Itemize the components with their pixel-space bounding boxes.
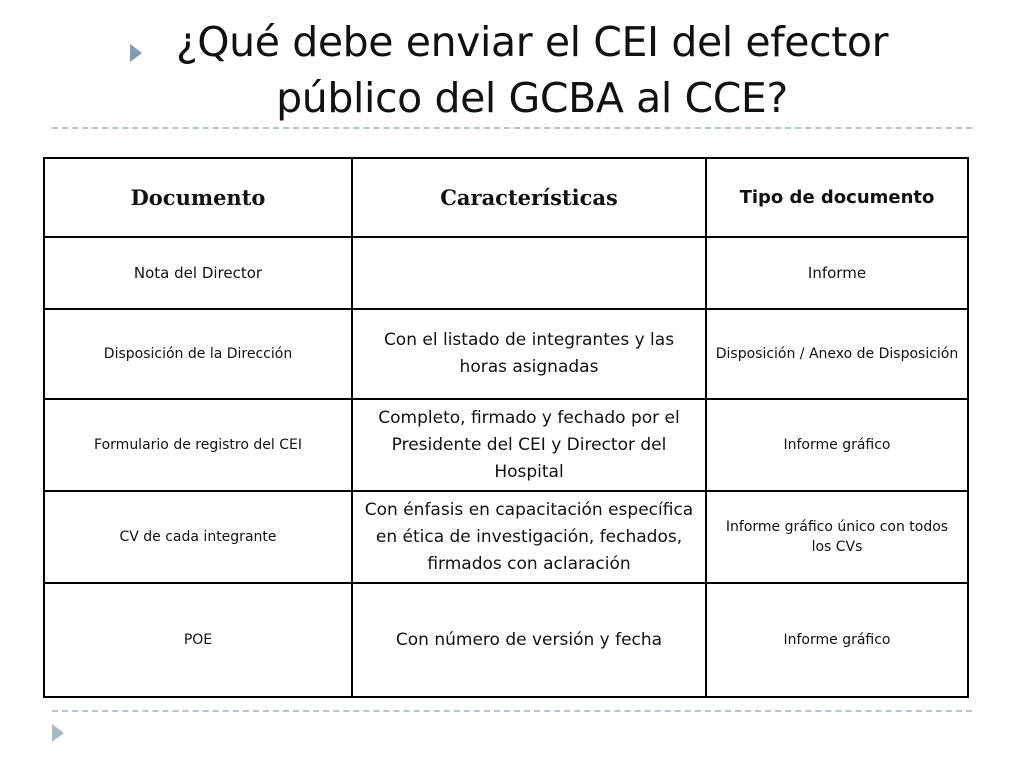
cell-tipo: Informe: [706, 237, 968, 309]
header-caracteristicas: Características: [352, 158, 706, 237]
bottom-dashed-divider: [52, 710, 972, 712]
top-dashed-divider: [52, 127, 972, 129]
cell-caracteristicas: Completo, firmado y fechado por el Presidente del CEI y Director del Hospital: [352, 399, 706, 491]
table-row: [44, 309, 968, 399]
cell-documento: CV de cada integrante: [44, 491, 352, 583]
cell-caracteristicas: Con número de versión y fecha: [352, 583, 706, 697]
cell-caracteristicas: [352, 237, 706, 309]
cell-documento: Nota del Director: [44, 237, 352, 309]
cell-documento: Formulario de registro del CEI: [44, 399, 352, 491]
table-row: [44, 583, 968, 697]
header-tipo-de-documento: Tipo de documento: [706, 158, 968, 237]
cell-caracteristicas: Con énfasis en capacitación específica en ética de investigación, fechados, firmados con aclaración: [352, 491, 706, 583]
cell-tipo: Informe gráfico único con todos los CVs: [706, 491, 968, 583]
cell-tipo: Informe gráfico: [706, 583, 968, 697]
triangle-bullet-icon: [130, 44, 142, 62]
corner-triangle-icon: [52, 724, 64, 742]
slide-title-block: [124, 14, 924, 126]
table-row: [44, 237, 968, 309]
slide-title: ¿Qué debe enviar el CEI del efector público del GCBA al CCE?: [175, 18, 889, 122]
table-header-row: [44, 158, 968, 237]
documents-table: [43, 157, 969, 698]
cell-caracteristicas: Con el listado de integrantes y las horas asignadas: [352, 309, 706, 399]
cell-tipo: Informe gráfico: [706, 399, 968, 491]
table-row: [44, 491, 968, 583]
header-documento: Documento: [44, 158, 352, 237]
cell-documento: POE: [44, 583, 352, 697]
cell-documento: Disposición de la Dirección: [44, 309, 352, 399]
cell-tipo: Disposición / Anexo de Disposición: [706, 309, 968, 399]
table-row: [44, 399, 968, 491]
